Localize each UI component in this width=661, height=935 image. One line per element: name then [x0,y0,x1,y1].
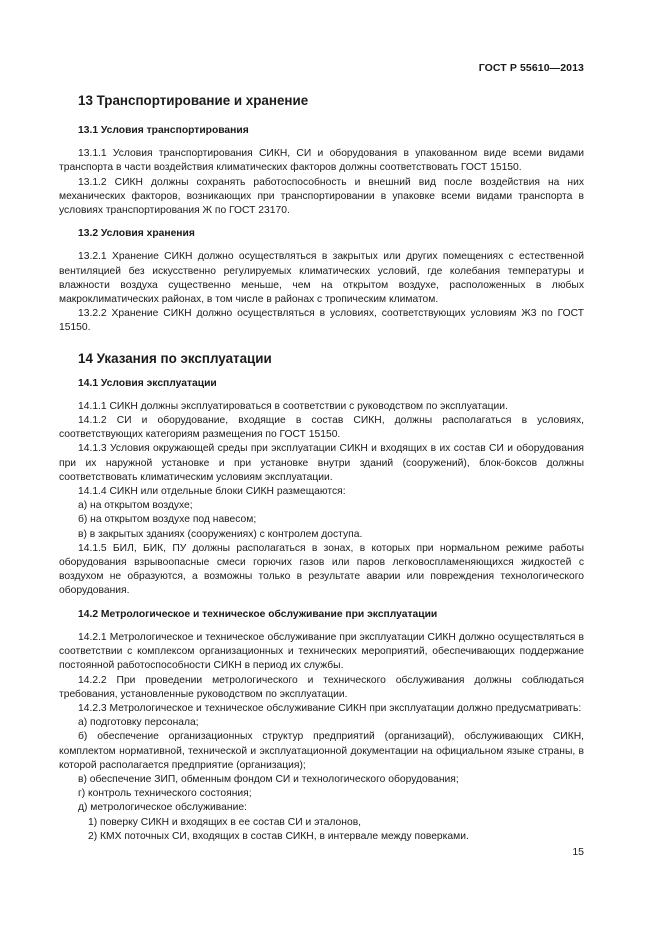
list-item: а) на открытом воздухе; [78,500,193,512]
paragraph-14-2-2: 14.2.2 При проведении метрологического и технического обслуживания должны соблюдаться требования, установленные руководством по эксплуатации. [59,674,584,700]
paragraph-13-1-1: 13.1.1 Условия транспортирования СИКН, СИ и оборудования в упакованном виде всеми видами транспорта в части воздействия климатических факторов должны соответствовать ГОСТ 15150. [59,148,584,174]
section-14-2-title: 14.2 Метрологическое и техническое обслуживание при эксплуатации [78,608,438,620]
list-item: б) на открытом воздухе под навесом; [78,514,257,526]
paragraph-13-2-1: 13.2.1 Хранение СИКН должно осуществляться в закрытых или других помещениях с естественной вентиляцией без искусственно регулируемых климатических условий, где колебания температуры и влажности воздуха существенно меньше, чем на открытом воздухе, расположенных в любых макроклиматических районах, в том числе в районах с тропическим климатом. [59,251,584,306]
paragraph-14-1-5: 14.1.5 БИЛ, БИК, ПУ должны располагаться в зонах, в которых при нормальном режиме работы оборудования взрывоопасные смеси горючих газов или паров легковоспламеняющихся жидкостей с воздухом не образуются, а возможны только в результате аварии или повреждения технологического оборудования. [59,542,584,597]
paragraph-14-1-1: 14.1.1 СИКН должны эксплуатироваться в соответствии с руководством по эксплуатации. [78,400,508,412]
paragraph-13-2-2: 13.2.2 Хранение СИКН должно осуществляться в условиях, соответствующих условиям Ж3 по ГОСТ 15150. [59,308,584,334]
section-13-1-title: 13.1 Условия транспортирования [78,125,249,136]
paragraph-14-2-3: 14.2.3 Метрологическое и техническое обслуживание СИКН при эксплуатации должно предусматривать: [78,702,582,714]
paragraph-14-1-3: 14.1.3 Условия окружающей среды при эксплуатации СИКН и входящих в их состав СИ и оборудования при их наружной установке и при установке внутри зданий (сооружений), блок-боксов должны соответствовать климатическим условиям эксплуатации. [59,443,584,483]
section-14-1-title: 14.1 Условия эксплуатации [78,377,217,389]
page-number: 15 [572,846,584,858]
list-item: д) метрологическое обслуживание: [78,802,247,814]
list-item: в) обеспечение ЗИП, обменным фондом СИ и технологического оборудования; [78,773,459,785]
page-content [59,92,584,844]
section-13-2-title: 13.2 Условия хранения [78,228,195,240]
document-id: ГОСТ Р 55610—2013 [478,62,584,74]
sub-list-item: 2) КМХ поточных СИ, входящих в состав СИКН, в интервале между поверками. [88,830,469,842]
list-item: б) обеспечение организационных структур предприятий (организаций), обслуживающих СИКН, комплектом нормативной, технической и эксплуатационной документации на официальном языке страны, в которой располагается предприятие (организация); [59,731,584,771]
paragraph-14-1-4: 14.1.4 СИКН или отдельные блоки СИКН размещаются: [78,486,346,498]
section-14-title: 14 Указания по эксплуатации [78,350,272,366]
list-item: г) контроль технического состояния; [78,788,252,800]
paragraph-14-1-2: 14.1.2 СИ и оборудование, входящие в состав СИКН, должны располагаться в условиях, соответствующих категориям размещения по ГОСТ 15150. [59,415,584,441]
paragraph-13-1-2: 13.1.2 СИКН должны сохранять работоспособность и внешний вид после воздействия на них механических факторов, возникающих при транспортировании в упаковке всеми видами транспорта в условиях транспортирования Ж по ГОСТ 23170. [59,176,584,217]
paragraph-14-2-1: 14.2.1 Метрологическое и техническое обслуживание при эксплуатации СИКН должно осуществляться в соответствии с комплексом организационных и технических мероприятий, обеспечивающих поддержание постоянной работоспособности СИКН в период их службы. [59,631,584,672]
list-item: в) в закрытых зданиях (сооружениях) с контролем доступа. [78,528,363,540]
sub-list-item: 1) поверку СИКН и входящих в ее состав СИ и эталонов, [88,816,362,828]
section-13-title: 13 Транспортирование и хранение [78,93,309,108]
list-item: а) подготовку персонала; [78,717,199,729]
